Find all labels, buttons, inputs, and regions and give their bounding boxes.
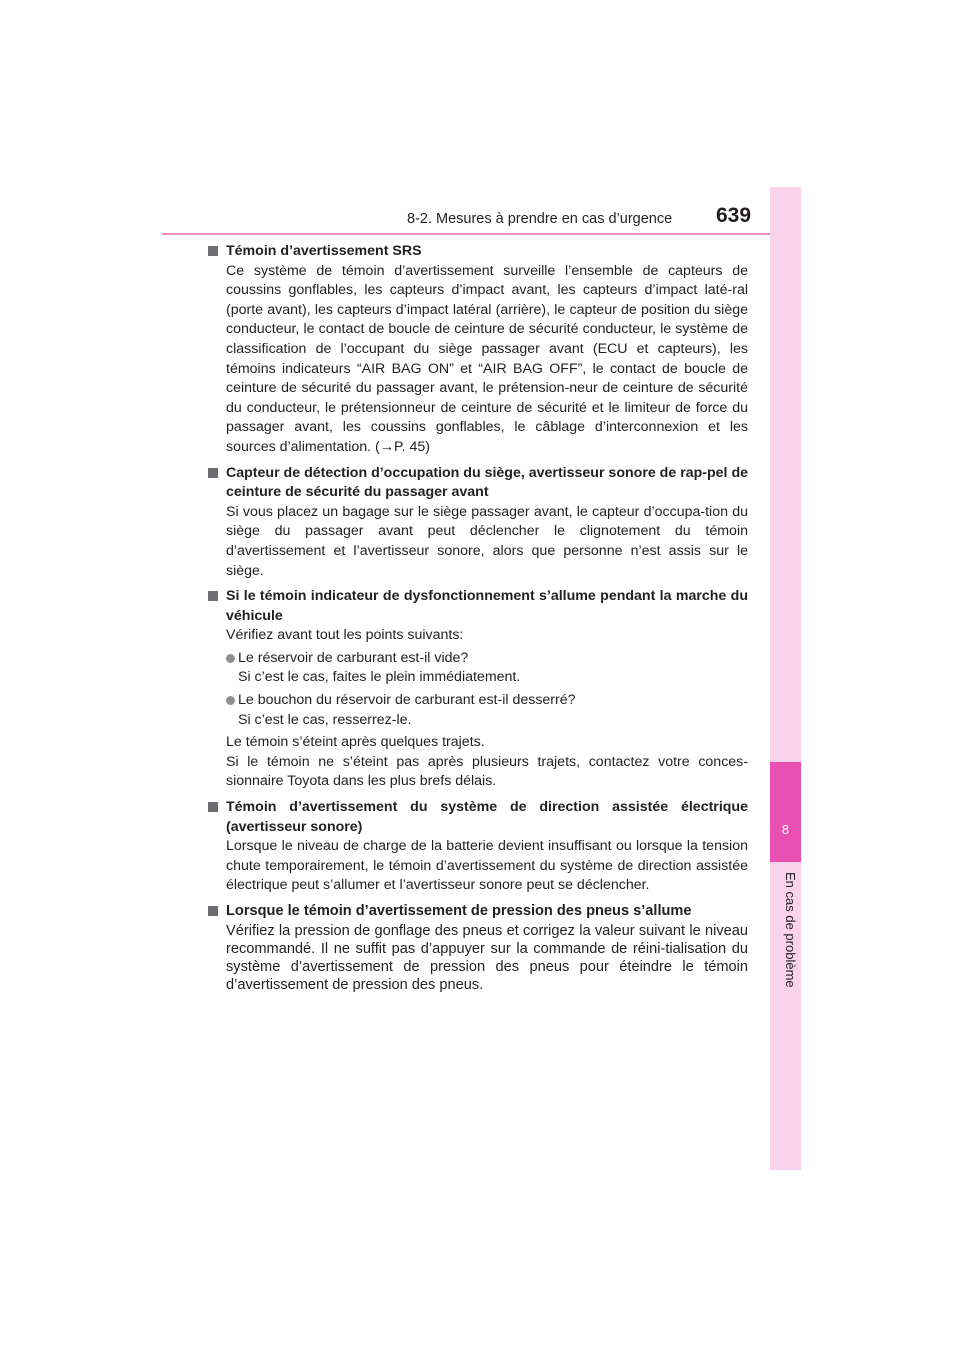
section-heading: Témoin d’avertissement du système de direction assistée électrique (avertisseur sonore) [208,798,748,837]
section-paragraph: Lorsque le niveau de charge de la batterie devient insuffisant ou lorsque la tension chute temporairement, le témoin d’avertissement du système de direction assistée électrique peut s’allumer et l’avertisseur sonore peut se déclencher. [226,838,748,894]
list-item: Le réservoir de carburant est-il vide? Si c’est le cas, faites le plein immédiatement. [208,649,748,688]
section-power-steering-warning [208,798,748,896]
header-section-title: 8-2. Mesures à prendre en cas d’urgence [407,211,673,227]
section-intro: Vérifiez avant tout les points suivants: [226,627,464,644]
chapter-label: En cas de problème [783,872,798,988]
section-heading: Témoin d’avertissement SRS [208,242,748,262]
section-paragraph: Vérifiez la pression de gonflage des pneus et corrigez la valeur suivant le niveau recommandé. Il ne suffit pas d’appuyer sur la commande de réini-tialisation du système d’avertissement de pression des pneus pour éteindre le témoin d’avertissement de pression des pneus. [226,922,748,993]
section-outro: Si le témoin ne s’éteint pas après plusieurs trajets, contactez votre conces-sionnaire Toyota dans les plus brefs délais. [226,753,748,790]
chapter-number: 8 [781,822,790,837]
section-paragraph: Ce système de témoin d’avertissement surveille l’ensemble de capteurs de coussins gonflables, les capteurs d’impact avant, les capteurs d’impact laté-ral (porte avant), les capteurs d’impact latéral (arrière), le capteur de position du siège conducteur, le contact de boucle de ceinture de sécurité conducteur, le système de classification de l’occupant du siège passager avant (ECU et capteurs), les témoins indicateurs “AIR BAG ON” et “AIR BAG OFF”, le contact de boucle de ceinture de sécurité du passager avant, le prétension-neur de ceinture de sécurité du conducteur, le prétensionneur de ceinture de sécurité et le limiteur de force du passager avant, les coussins gonflables, le câblage d’interconnexion et les sources d’alimentation. (→P. 45) [226,262,748,455]
round-bullet-icon [226,654,235,663]
square-bullet-icon [208,802,218,812]
list-item: Le bouchon du réservoir de carburant est-il desserré? Si c’est le cas, resserrez-le. [208,691,748,730]
section-outro: Le témoin s’éteint après quelques trajets. [226,734,485,751]
section-heading: Si le témoin indicateur de dysfonctionnement s’allume pendant la marche du véhicule [208,587,748,626]
section-tire-pressure-warning [208,902,748,994]
section-seat-occupancy-sensor [208,464,748,582]
chapter-highlight [770,762,801,862]
page-number: 639 [716,204,752,227]
chapter-side-tab [770,187,801,1170]
square-bullet-icon [208,591,218,601]
square-bullet-icon [208,906,218,916]
square-bullet-icon [208,468,218,478]
page-content [208,242,748,1000]
section-paragraph: Si vous placez un bagage sur le siège passager avant, le capteur d’occupa-tion du siège du passager avant peut déclencher le clignotement du témoin d’avertissement et l’avertisseur sonore, alors que personne n’est assis sur le siège. [226,503,748,579]
header-rule [162,233,801,235]
section-malfunction-indicator [208,587,748,792]
section-heading: Lorsque le témoin d’avertissement de pression des pneus s’allume [208,902,748,922]
section-srs-warning [208,242,748,458]
round-bullet-icon [226,696,235,705]
square-bullet-icon [208,246,218,256]
section-heading: Capteur de détection d’occupation du siège, avertisseur sonore de rap-pel de ceinture de sécurité du passager avant [208,464,748,503]
